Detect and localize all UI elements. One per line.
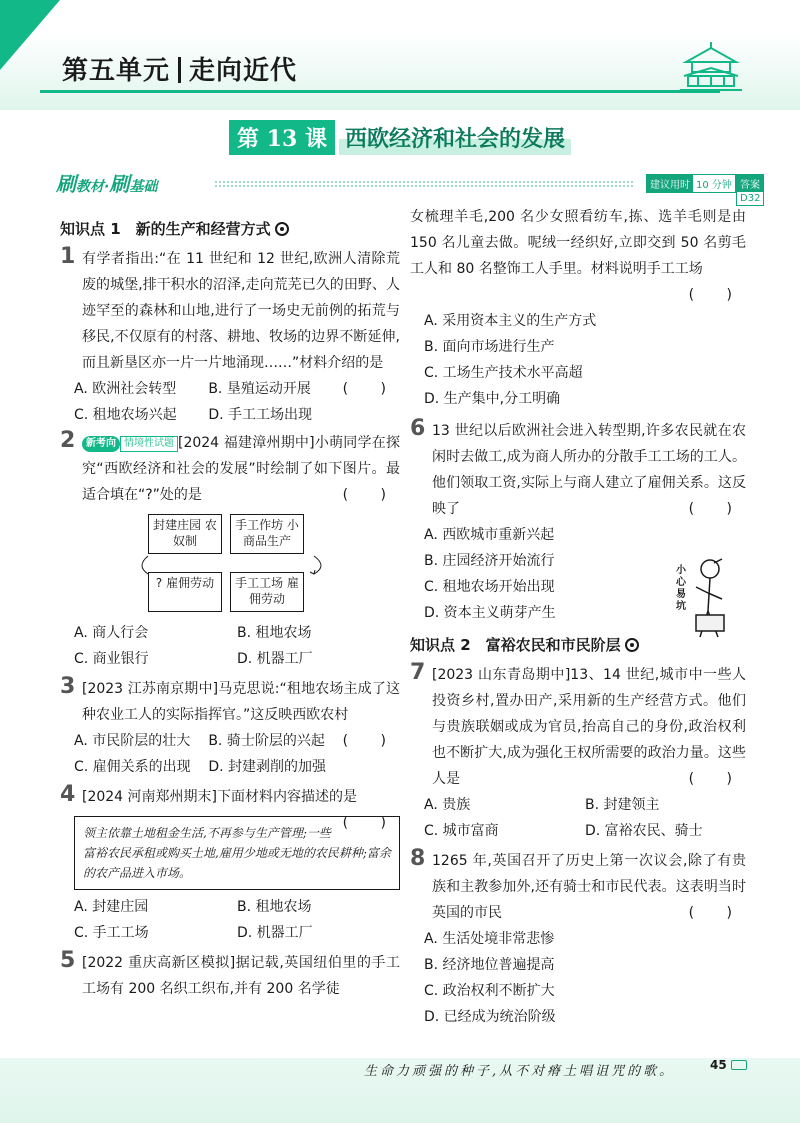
section-label: [56, 168, 157, 197]
question-text: 有学者指出:“在 11 世纪和 12 世纪,欧洲人清除荒废的城堡,排干积水的沼泽,走向荒芜已久的田野、人迹罕至的森林和山地,进行了一场史无前例的拓荒与移民,不仅原有的村落、耕地、牧场的边界不断延伸,而且新垦区亦一片一片地涌现……”材料介绍的是: [82, 251, 400, 371]
answer-paren: ( ): [342, 487, 400, 503]
kp1-label: 知识点 1 新的生产和经营方式: [60, 220, 271, 238]
q1-options: [60, 376, 343, 428]
answer-paren: ( ): [688, 287, 746, 303]
option-a[interactable]: A. 市民阶层的壮大: [74, 733, 191, 749]
target-icon: [625, 638, 639, 652]
question-number: 8: [410, 846, 426, 871]
q7-options: [410, 792, 746, 844]
q8-options: [410, 926, 746, 1030]
option-d[interactable]: D. 生产集中,分工明确: [424, 391, 561, 407]
question-text: [2024 河南郑州期末]下面材料内容描述的是: [82, 789, 358, 805]
diagram-arrows: [138, 514, 338, 614]
label-small-1: 教材: [76, 179, 104, 195]
option-b[interactable]: B. 骑士阶层的兴起: [208, 733, 325, 749]
question-8: [410, 848, 746, 926]
answer-paren: ( ): [342, 815, 400, 831]
option-c[interactable]: C. 工场生产技术水平高超: [424, 365, 583, 381]
answer-value: D32: [740, 193, 761, 204]
lesson-name: 西欧经济和社会的发展: [339, 120, 571, 155]
material-box: 领主依靠土地租金生活,不再参与生产管理;一些富裕农民承租或购买土地,雇用少地或无地的农民耕种;富余的农产品进入市场。: [74, 816, 400, 890]
answer-paren: ( ): [688, 905, 746, 921]
book-icon: [731, 1060, 747, 1070]
section-header: [56, 168, 761, 204]
option-a[interactable]: A. 西欧城市重新兴起: [424, 527, 555, 543]
unit-title: [62, 50, 297, 87]
answer-paren: ( ): [688, 501, 746, 517]
label-dot: ·: [104, 179, 110, 195]
question-number: 5: [60, 950, 76, 973]
answer-paren: ( ): [688, 771, 746, 787]
option-a[interactable]: A. 贵族: [424, 797, 471, 813]
q5-options: [410, 308, 746, 412]
answer-key: 答案: [737, 175, 763, 192]
question-text: 13 世纪以后欧洲社会进入转型期,许多农民就在农闲时去做工,成为商人所办的分散手工工场的工人。他们领取工资,实际上与商人建立了雇佣关系。这反映了: [432, 423, 746, 517]
option-b[interactable]: B. 经济地位普遍提高: [424, 957, 555, 973]
knowledge-point-1: [60, 216, 400, 242]
time-badge: [646, 174, 736, 193]
new-trend-tag: 新考向: [82, 436, 120, 452]
header-underline: [40, 90, 720, 93]
title-separator: [178, 57, 181, 83]
answer-badge: [736, 174, 764, 206]
q3-options: [60, 728, 343, 780]
option-c[interactable]: C. 雇佣关系的出现: [74, 759, 191, 775]
kp2-label: 知识点 2 富裕农民和市民阶层: [410, 636, 621, 654]
label-big-1: 刷: [56, 172, 76, 196]
question-number: 7: [410, 660, 426, 685]
question-number: 3: [60, 674, 76, 699]
option-a[interactable]: A. 生活处境非常悲惨: [424, 931, 555, 947]
question-7: [410, 662, 746, 792]
option-b[interactable]: B. 垦殖运动开展: [208, 381, 311, 397]
option-c[interactable]: C. 商业银行: [74, 651, 149, 667]
option-c[interactable]: C. 手工工场: [74, 925, 149, 941]
option-b[interactable]: B. 封建领主: [585, 797, 660, 813]
question-text: [2023 江苏南京期中]马克思说:“租地农场主成了这种农业工人的实际指挥官。”这反映西欧农村: [82, 681, 400, 723]
label-small-2: 基础: [129, 179, 158, 195]
question-text: 1265 年,英国召开了历史上第一次议会,除了有贵族和主教参加外,还有骑士和市民代表。这表明当时英国的市民: [432, 853, 746, 921]
lesson-badge: 第 13 课: [229, 120, 335, 155]
mascot-illustration: [674, 553, 734, 645]
question-text: 女梳理羊毛,200 名少女照看纺车,拣、选羊毛则是由 150 名儿童去做。呢绒一经织好,立即交到 50 名剪毛工人和 80 名整饰工人手里。材料说明手工工场: [410, 209, 746, 277]
option-a[interactable]: A. 采用资本主义的生产方式: [424, 313, 597, 329]
mascot-caption: 小心易坑: [676, 565, 686, 612]
q2-options: [60, 620, 400, 672]
option-d[interactable]: D. 机器工厂: [237, 651, 313, 667]
label-big-2: 刷: [109, 172, 130, 196]
temple-icon: [676, 40, 746, 95]
diagram-box-workshop: 手工作坊 小商品生产: [230, 514, 304, 554]
question-5: [60, 950, 400, 1002]
question-number: 2: [60, 428, 76, 453]
left-column: [60, 212, 400, 1002]
question-number: 6: [410, 416, 426, 441]
question-6: [410, 418, 746, 522]
option-d[interactable]: D. 富裕农民、骑士: [585, 823, 703, 839]
dotted-rule: [214, 180, 634, 188]
option-a[interactable]: A. 欧洲社会转型: [74, 381, 177, 397]
option-c[interactable]: C. 政治权利不断扩大: [424, 983, 555, 999]
time-key: 建议用时: [647, 175, 693, 192]
question-number: 1: [60, 244, 76, 269]
question-4: [60, 782, 400, 831]
question-text: [2024 福建漳州期中]小萌同学在探究“西欧经济和社会的发展”时绘制了如下图片。最适合填在“?”处的是: [82, 435, 400, 503]
lesson-title: [229, 120, 571, 155]
page-number: [710, 1058, 747, 1072]
diagram-box-manufactory: 手工工场 雇佣劳动: [230, 572, 304, 612]
evolution-diagram: [148, 514, 328, 614]
option-b[interactable]: B. 租地农场: [237, 899, 312, 915]
option-d[interactable]: D. 资本主义萌芽产生: [424, 605, 556, 621]
unit-name: 走向近代: [189, 56, 298, 86]
option-b[interactable]: B. 庄园经济开始流行: [424, 553, 555, 569]
question-2: [60, 430, 400, 508]
option-c[interactable]: C. 租地农场开始出现: [424, 579, 555, 595]
option-b[interactable]: B. 面向市场进行生产: [424, 339, 555, 355]
lesson-title-wrap: [0, 120, 800, 155]
option-a[interactable]: A. 商人行会: [74, 625, 149, 641]
option-c[interactable]: C. 城市富商: [424, 823, 499, 839]
question-text-part1: [2022 重庆高新区模拟]据记载,英国纽伯里的手工工场有 200 名织工织布,并有 200 名学徒: [82, 955, 400, 997]
scenario-tag: 情境性试题: [120, 436, 178, 452]
corner-wedge: [0, 0, 60, 70]
answer-paren: ( ): [342, 381, 400, 397]
time-value: 10 分钟: [696, 180, 732, 191]
diagram-box-manor: 封建庄园 农奴制: [148, 514, 222, 554]
page-number-text: 45: [710, 1058, 727, 1072]
diagram-box-unknown: ? 雇佣劳动: [148, 572, 222, 612]
option-d[interactable]: D. 机器工厂: [237, 925, 313, 941]
option-b[interactable]: B. 租地农场: [237, 625, 312, 641]
question-number: 4: [60, 782, 76, 807]
footer-motto: 生命力顽强的种子,从不对瘠土唱诅咒的歌。: [364, 1064, 676, 1079]
target-icon: [275, 222, 289, 236]
option-a[interactable]: A. 封建庄园: [74, 899, 149, 915]
q4-options: [60, 894, 400, 946]
option-d[interactable]: D. 手工工场出现: [208, 407, 312, 423]
question-text: [2023 山东青岛期中]13、14 世纪,城市中一些人投资乡村,置办田产,采用新的生产经营方式。他们与贵族联姻或成为官员,抬高自己的身份,政治权利也不断扩大,成为强化王权所需要的政治力量。这些人是: [432, 667, 746, 787]
option-d[interactable]: D. 封建剥削的加强: [208, 759, 326, 775]
answer-paren: ( ): [342, 733, 400, 749]
option-d[interactable]: D. 已经成为统治阶级: [424, 1009, 556, 1025]
unit-number: 第五单元: [62, 56, 171, 86]
option-c[interactable]: C. 租地农场兴起: [74, 407, 177, 423]
